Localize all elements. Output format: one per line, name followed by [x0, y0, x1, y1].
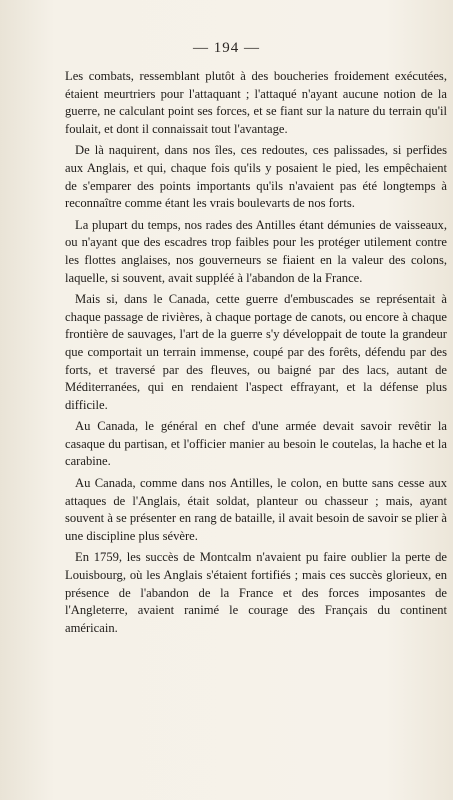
- paragraph-6: Au Canada, comme dans nos Antilles, le colon, en butte sans cesse aux attaques de l'Anglais, était soldat, planteur ou chasseur ; mais, ayant souvent à se présenter en rang de bataille, il avait besoin de savoir se plier à une discipline plus sévère.: [65, 476, 447, 543]
- body-text: [65, 68, 447, 641]
- paragraph-7: En 1759, les succès de Montcalm n'avaient pu faire oublier la perte de Louisbourg, où les Anglais s'étaient fortifiés ; mais ces succès glorieux, en présence de l'abandon de la France et des forces imposantes de l'Angleterre, avaient ranimé le courage des Français du continent américain.: [65, 550, 447, 635]
- paragraph-2: De là naquirent, dans nos îles, ces redoutes, ces palissades, si perfides aux Anglais, et qui, chaque fois qu'ils y posaient le pied, les empêchaient de s'emparer des points importants qu'ils n'avaient pas été longtemps à reconnaître comme étant les vrais boulevarts de nos forts.: [65, 143, 447, 211]
- paragraph-3: La plupart du temps, nos rades des Antilles étant démunies de vaisseaux, ou n'ayant que des escadres trop faibles pour les protéger utilement contre les flottes anglaises, nos gouverneurs se fiaient en la valeur des colons, laquelle, si souvent, avait suppléé à l'abandon de la France.: [65, 217, 447, 285]
- paragraph-4: Mais si, dans le Canada, cette guerre d'embuscades se représentait à chaque passage de rivières, à chaque portage de canots, ou encore à chaque frontière de sauvages, l'art de la guerre s'y développait de toute la grandeur que comportait un terrain immense, coupé par des forêts, défendu par des forts, et traversé par des fleuves, ou baigné par des lacs, autant de Méditerranées, qui en rendaient l'aspect effrayant, et la défense plus difficile.: [65, 292, 447, 412]
- paragraph-5: Au Canada, le général en chef d'une armée devait savoir revêtir la casaque du partisan, et l'officier manier au besoin le coutelas, la hache et la carabine.: [65, 419, 447, 469]
- paragraph-1: Les combats, ressemblant plutôt à des boucheries froidement exécutées, étaient meurtriers pour l'attaquant ; l'attaqué n'ayant aucune notion de la guerre, ne calculant point ses forces, et se fiant sur la nature du terrain qu'il foulait, et dont il connaissait tout l'avantage.: [65, 69, 447, 136]
- page-number: — 194 —: [193, 40, 260, 56]
